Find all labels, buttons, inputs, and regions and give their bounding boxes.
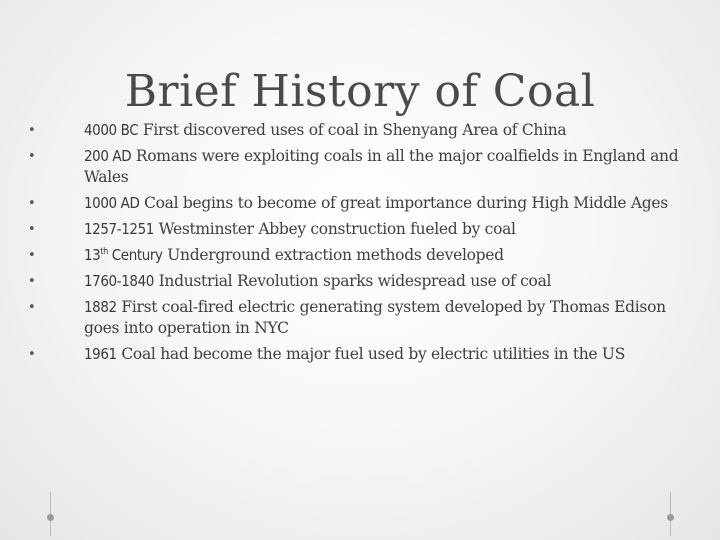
list-item — [28, 120, 698, 141]
item-date-suffix: Century — [107, 246, 163, 264]
item-text: Underground extraction methods developed — [162, 246, 504, 264]
slide-title-text: Brief History of Coal — [124, 66, 596, 117]
item-date: 1760-1840 — [84, 272, 154, 290]
item-text: Coal had become the major fuel used by electric utilities in the US — [116, 345, 626, 363]
bullet-icon: • — [28, 123, 36, 138]
item-date: 1000 AD — [84, 194, 140, 212]
item-text: Industrial Revolution sparks widespread use of coal — [153, 272, 552, 290]
history-list — [28, 120, 698, 370]
item-date: 1961 — [84, 345, 117, 363]
right-ornament-dot — [667, 514, 674, 521]
item-date: 13 — [84, 246, 101, 264]
list-item — [28, 219, 698, 240]
bullet-icon: • — [28, 300, 36, 315]
list-item — [28, 193, 698, 214]
item-date-superscript: th — [100, 246, 108, 257]
slide-title — [0, 62, 720, 122]
item-text: Romans were exploiting coals in all the major coalfields in England and Wales — [84, 147, 679, 186]
bullet-icon: • — [28, 222, 36, 237]
bullet-icon: • — [28, 347, 36, 362]
bullet-icon: • — [28, 274, 36, 289]
list-item — [28, 245, 698, 266]
list-item — [28, 297, 698, 339]
item-text: First discovered uses of coal in Shenyang Area of China — [138, 121, 567, 139]
item-date: 1257-1251 — [84, 220, 154, 238]
bullet-icon: • — [28, 149, 36, 164]
item-text: Coal begins to become of great importance during High Middle Ages — [139, 194, 668, 212]
item-date: 200 AD — [84, 147, 132, 165]
bullet-icon: • — [28, 196, 36, 211]
bullet-icon: • — [28, 248, 36, 263]
list-item — [28, 146, 698, 188]
item-date: 1882 — [84, 298, 117, 316]
item-text: Westminster Abbey construction fueled by coal — [153, 220, 516, 238]
left-ornament-dot — [47, 514, 54, 521]
list-item — [28, 344, 698, 365]
item-text: First coal-fired electric generating system developed by Thomas Edison goes into operation in NYC — [84, 298, 666, 337]
list-item — [28, 271, 698, 292]
item-date: 4000 BC — [84, 121, 139, 139]
